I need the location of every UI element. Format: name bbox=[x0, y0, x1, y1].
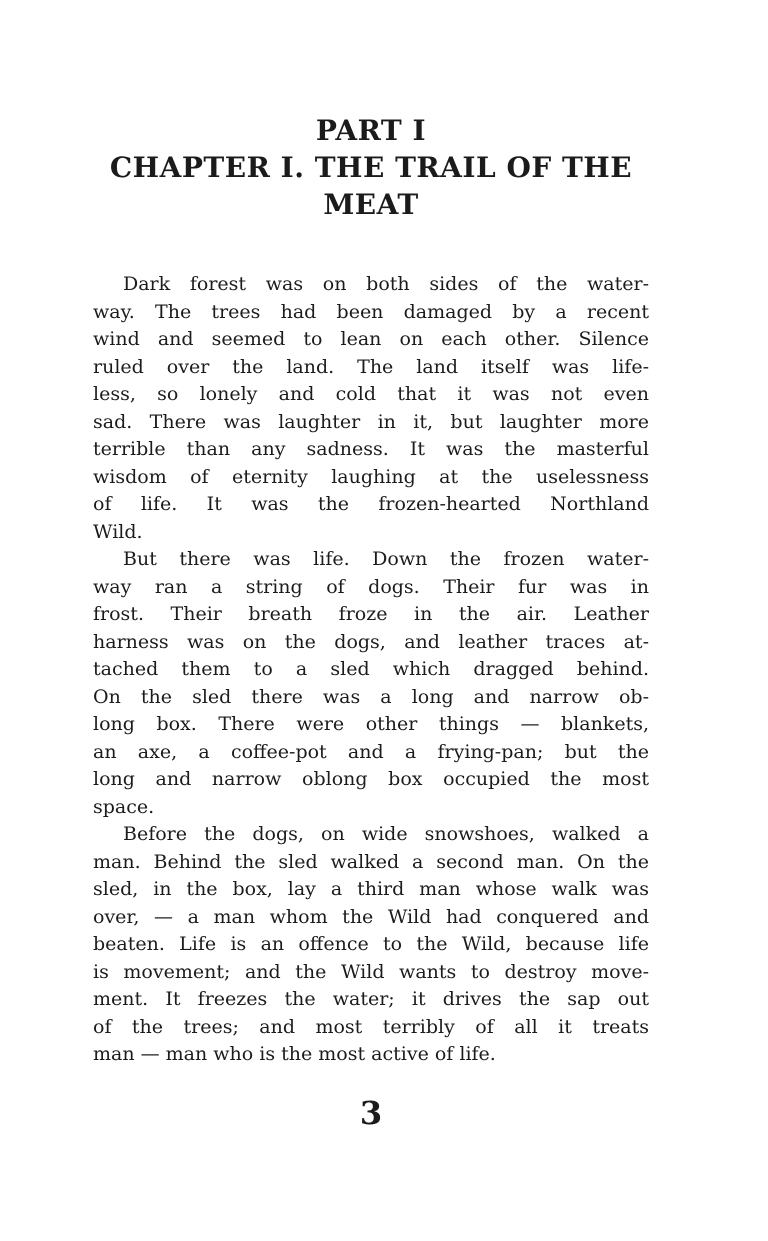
text-line: is movement; and the Wild wants to destroy move- bbox=[93, 960, 649, 983]
page-headings bbox=[93, 112, 649, 223]
text-line: long box. There were other things — blankets, bbox=[93, 713, 649, 735]
text-line: man — man who is the most active of life. bbox=[93, 1043, 496, 1065]
text-line: an axe, a coffee-pot and a frying-pan; but the bbox=[93, 740, 649, 763]
text-line: ment. It freezes the water; it drives the sap out bbox=[93, 988, 649, 1010]
text-line: space. bbox=[93, 795, 155, 818]
text-line: Wild. bbox=[93, 520, 143, 543]
text-line: of the trees; and most terribly of all it treats bbox=[93, 1015, 649, 1038]
text-line: less, so lonely and cold that it was not even bbox=[93, 383, 649, 405]
text-line: Before the dogs, on wide snowshoes, walked a bbox=[123, 823, 649, 845]
text-line: wisdom of eternity laughing at the uselessness bbox=[93, 465, 649, 488]
paragraph-2 bbox=[93, 546, 649, 821]
part-title: PART I bbox=[315, 114, 427, 147]
text-line: Dark forest was on both sides of the water- bbox=[123, 273, 649, 295]
text-line: But there was life. Down the frozen water- bbox=[123, 548, 649, 570]
paragraph-1 bbox=[93, 271, 649, 546]
text-line: On the sled there was a long and narrow ob- bbox=[93, 685, 649, 708]
text-line: tached them to a sled which dragged behind. bbox=[93, 658, 649, 680]
text-line: harness was on the dogs, and leather traces at- bbox=[93, 630, 649, 653]
text-line: long and narrow oblong box occupied the most bbox=[93, 768, 649, 790]
text-line: sled, in the box, lay a third man whose walk was bbox=[93, 878, 649, 900]
text-line: way ran a string of dogs. Their fur was in bbox=[93, 575, 649, 598]
paragraph-3 bbox=[93, 821, 649, 1069]
text-line: frost. Their breath froze in the air. Leather bbox=[93, 603, 649, 625]
text-column bbox=[93, 0, 649, 1131]
text-line: beaten. Life is an offence to the Wild, because life bbox=[93, 933, 649, 955]
text-line: ruled over the land. The land itself was life- bbox=[93, 355, 649, 378]
page-body bbox=[93, 271, 649, 1069]
page-number: 3 bbox=[359, 1093, 383, 1132]
chapter-title bbox=[93, 149, 649, 223]
text-line: way. The trees had been damaged by a recent bbox=[93, 300, 649, 323]
text-line: sad. There was laughter in it, but laughter more bbox=[93, 410, 649, 433]
text-line: of life. It was the frozen-hearted Northland bbox=[93, 493, 649, 515]
chapter-title-line-2: MEAT bbox=[323, 188, 419, 221]
text-line: wind and seemed to lean on each other. Silence bbox=[93, 328, 649, 350]
chapter-title-line-1: CHAPTER I. THE TRAIL OF THE bbox=[109, 151, 633, 184]
text-line: man. Behind the sled walked a second man. On the bbox=[93, 850, 649, 873]
text-line: over, — a man whom the Wild had conquered and bbox=[93, 905, 649, 928]
text-line: terrible than any sadness. It was the masterful bbox=[93, 438, 649, 460]
